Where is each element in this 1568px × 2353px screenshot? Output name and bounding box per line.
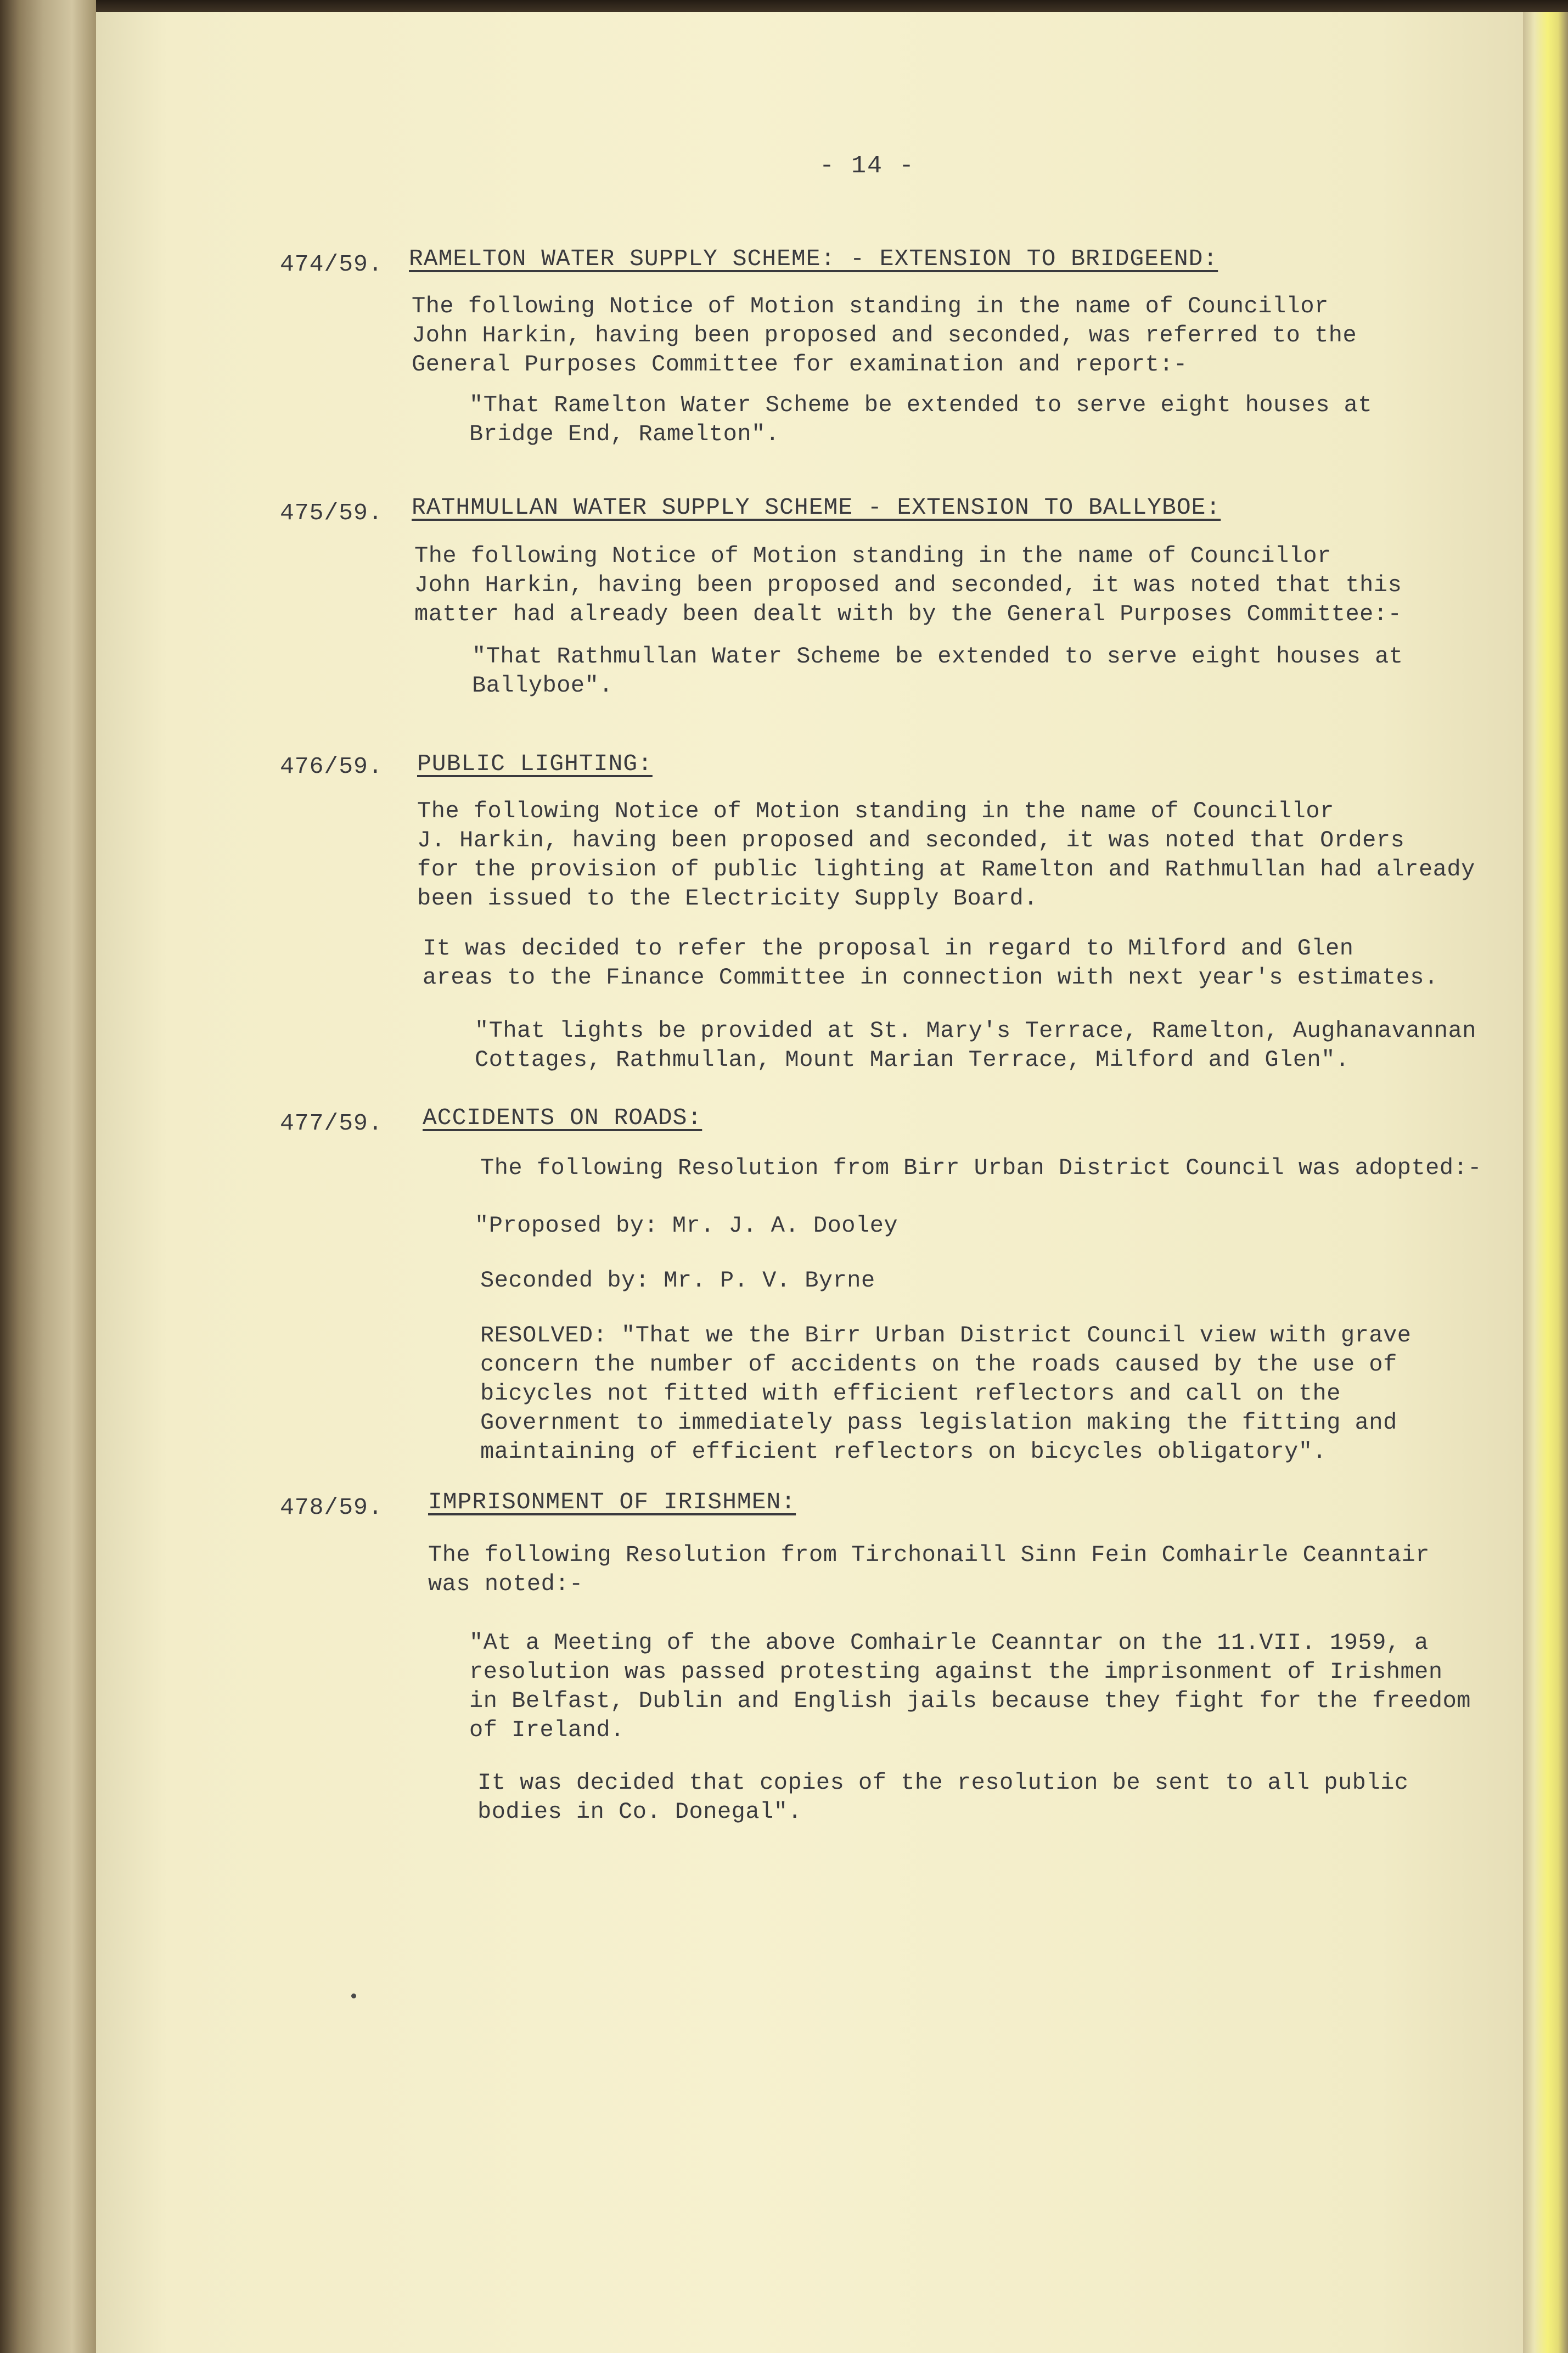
minute-heading: RATHMULLAN WATER SUPPLY SCHEME - EXTENSION TO BALLYBOE: [412, 494, 1221, 521]
minute-decision: It was decided that copies of the resolution be sent to all public bodies in Co. Donegal". [477, 1770, 1409, 1825]
motion-quote: "That Ramelton Water Scheme be extended to serve eight houses at Bridge End, Ramelton". [469, 392, 1373, 447]
book-binding-gutter [0, 0, 96, 2353]
minute-number: 474/59. [280, 251, 383, 278]
resolution-text: RESOLVED: "That we the Birr Urban District Council view with grave concern the number of accidents on the roads caused by the use of bicycles not fitted with efficient reflectors and call on the Government to immediately pass legislation making the fitting and maintaining of efficient reflectors on bicycles obligatory". [480, 1322, 1412, 1465]
minute-body: The following Notice of Motion standing in the name of Councillor J. Harkin, having been proposed and seconded, it was noted that Orders for the provision of public lighting at Ramelton and Rathmullan had already been issued to the Electricity Supply Board. [417, 798, 1475, 912]
page-stack-edge [1523, 12, 1568, 2353]
motion-quote: "That Rathmullan Water Scheme be extended to serve eight houses at Ballyboe". [472, 643, 1403, 699]
minute-number: 477/59. [280, 1110, 383, 1137]
page-number: - 14 - [819, 152, 915, 180]
minute-body: The following Notice of Motion standing in the name of Councillor John Harkin, having been proposed and seconded, was referred to the General Purposes Committee for examination and report:- [412, 293, 1357, 378]
minute-number: 476/59. [280, 753, 383, 780]
minute-heading: PUBLIC LIGHTING: [417, 750, 653, 777]
motion-quote: "That lights be provided at St. Mary's Terrace, Ramelton, Aughanavannan Cottages, Rathmullan, Mount Marian Terrace, Milford and Glen". [475, 1018, 1476, 1073]
minute-decision: It was decided to refer the proposal in regard to Milford and Glen areas to the Finance Committee in connection with next year's estimates. [423, 935, 1438, 991]
minute-number: 475/59. [280, 499, 383, 526]
minute-body: The following Resolution from Birr Urban District Council was adopted:- [480, 1155, 1482, 1181]
minute-heading: IMPRISONMENT OF IRISHMEN: [428, 1489, 796, 1515]
document-page [96, 12, 1523, 2353]
minute-heading: ACCIDENTS ON ROADS: [423, 1104, 702, 1131]
minute-body: The following Notice of Motion standing in the name of Councillor John Harkin, having been proposed and seconded, it was noted that this matter had already been dealt with by the General Purposes Committee:- [414, 543, 1402, 627]
seconder-line: Seconded by: Mr. P. V. Byrne [480, 1267, 875, 1294]
minute-number: 478/59. [280, 1494, 383, 1521]
paper-speck [351, 1993, 356, 1998]
minute-heading: RAMELTON WATER SUPPLY SCHEME: - EXTENSION TO BRIDGEEND: [409, 245, 1218, 272]
proposer-line: "Proposed by: Mr. J. A. Dooley [475, 1212, 898, 1239]
minute-body: The following Resolution from Tirchonaill Sinn Fein Comhairle Ceanntair was noted:- [428, 1542, 1430, 1597]
resolution-quote: "At a Meeting of the above Comhairle Ceanntar on the 11.VII. 1959, a resolution was passed protesting against the imprisonment of Irishmen in Belfast, Dublin and English jails because they fight for the freedom of Ireland. [469, 1630, 1471, 1743]
